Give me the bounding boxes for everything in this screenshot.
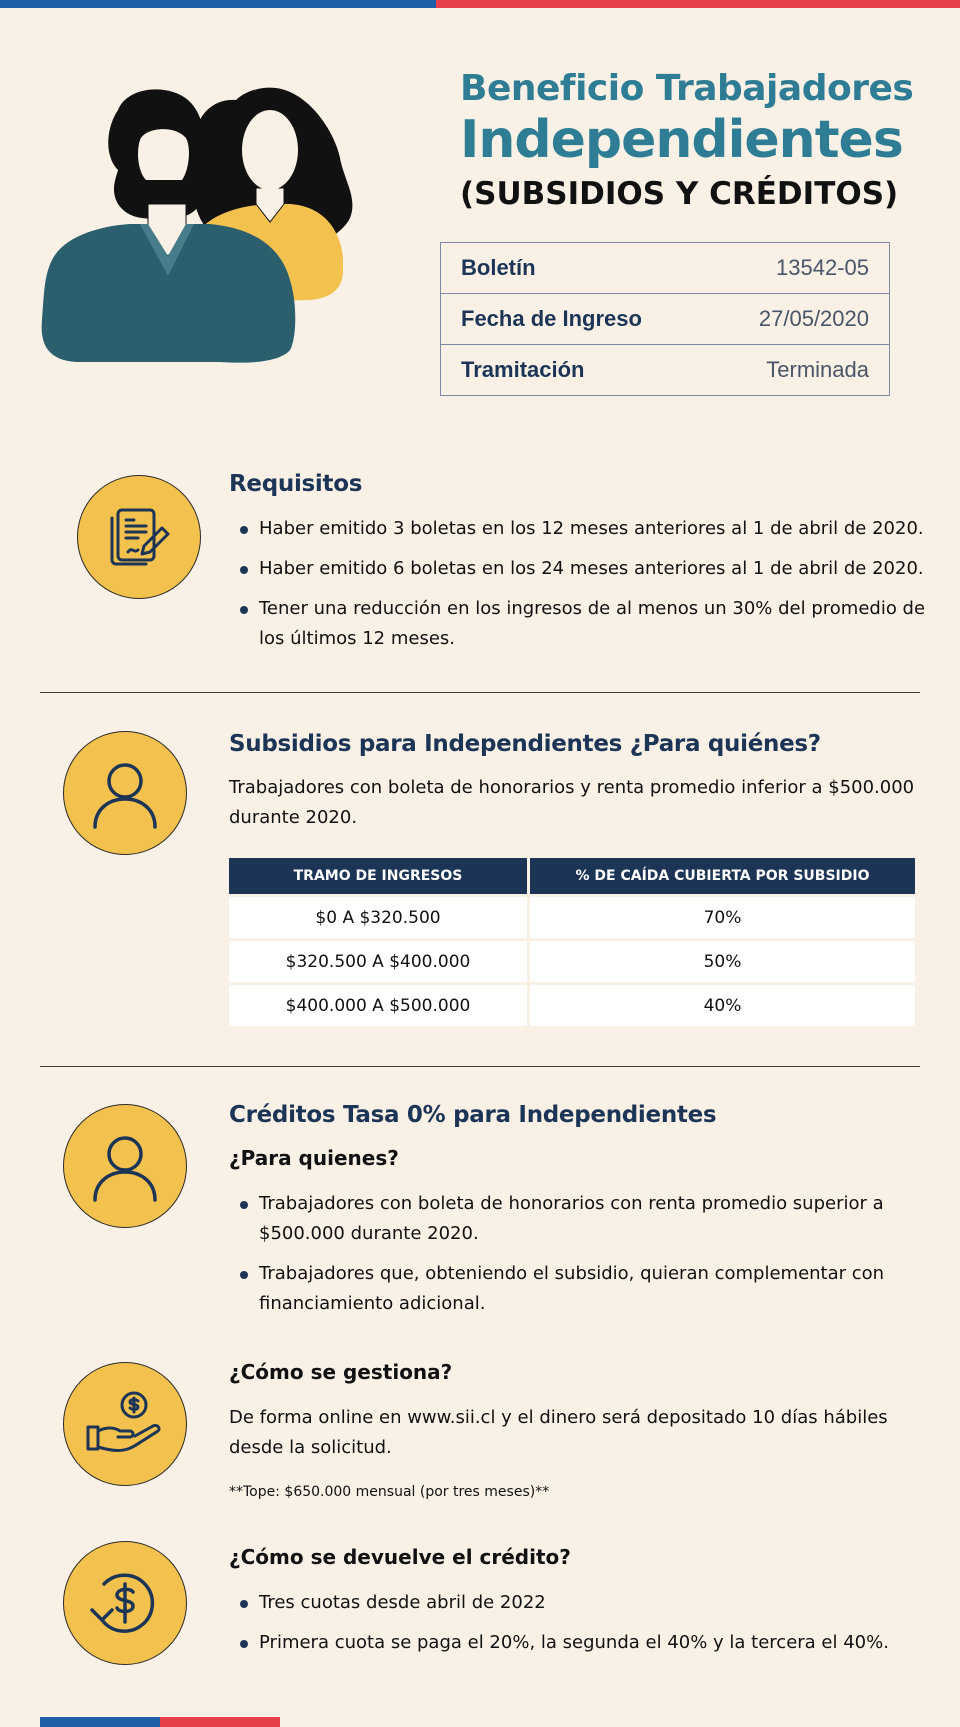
- list-item: Primera cuota se paga el 20%, la segunda el 40% y la tercera el 40%.: [229, 1628, 929, 1658]
- list-item: Tres cuotas desde abril de 2022: [229, 1588, 929, 1618]
- title-line-1: Beneficio Trabajadores: [460, 68, 914, 109]
- bottom-bar-red: [160, 1717, 280, 1727]
- column-header: TRAMO DE INGRESOS: [229, 858, 527, 894]
- bottom-bar-blue: [40, 1717, 160, 1727]
- devolucion-title: ¿Cómo se devuelve el crédito?: [229, 1545, 571, 1569]
- list-item: Haber emitido 3 boletas en los 12 meses anteriores al 1 de abril de 2020.: [229, 514, 929, 544]
- document-signature-icon: [77, 475, 201, 599]
- creditos-list: [229, 1189, 929, 1319]
- table-cell: 40%: [530, 985, 915, 1026]
- top-bar-red: [436, 0, 960, 8]
- table-cell: $320.500 A $400.000: [229, 941, 527, 982]
- list-item: Haber emitido 6 boletas en los 24 meses anteriores al 1 de abril de 2020.: [229, 554, 929, 584]
- devolucion-list: [229, 1588, 929, 1658]
- list-item: Trabajadores que, obteniendo el subsidio, quieran complementar con financiamiento adicional.: [229, 1259, 929, 1319]
- bottom-flag-bar: [40, 1717, 280, 1727]
- table-cell: 50%: [530, 941, 915, 982]
- column-header: % DE CAÍDA CUBIERTA POR SUBSIDIO: [530, 858, 915, 894]
- subsidios-title: Subsidios para Independientes ¿Para quiénes?: [229, 731, 821, 757]
- info-label: Boletín: [461, 255, 536, 280]
- table-cell: $0 A $320.500: [229, 897, 527, 938]
- list-item: Trabajadores con boleta de honorarios con renta promedio superior a $500.000 durante 2020.: [229, 1189, 929, 1249]
- dollar-return-icon: [63, 1541, 187, 1665]
- table-row: [229, 941, 915, 982]
- top-flag-bar: [0, 0, 960, 8]
- info-value: Terminada: [766, 357, 869, 382]
- title-line-3: (SUBSIDIOS Y CRÉDITOS): [460, 176, 899, 212]
- table-row: [229, 897, 915, 938]
- subsidy-table: [226, 855, 918, 1029]
- person-icon: [63, 1104, 187, 1228]
- table-cell: $400.000 A $500.000: [229, 985, 527, 1026]
- requisitos-list: [229, 514, 929, 654]
- info-row-fecha: [441, 294, 889, 345]
- section-divider: [40, 692, 920, 693]
- person-icon: [63, 731, 187, 855]
- creditos-title: Créditos Tasa 0% para Independientes: [229, 1102, 717, 1128]
- top-bar-blue: [0, 0, 436, 8]
- creditos-subtitle: ¿Para quienes?: [229, 1146, 399, 1170]
- info-label: Fecha de Ingreso: [461, 306, 642, 331]
- info-row-tramitacion: [441, 345, 889, 395]
- bill-info-box: [440, 242, 890, 396]
- title-line-2: Independientes: [460, 110, 903, 170]
- requisitos-title: Requisitos: [229, 471, 363, 497]
- list-item: Tener una reducción en los ingresos de al menos un 30% del promedio de los últimos 12 meses.: [229, 594, 929, 654]
- subsidios-text: Trabajadores con boleta de honorarios y renta promedio inferior a $500.000 durante 2020.: [229, 777, 915, 828]
- gestion-title: ¿Cómo se gestiona?: [229, 1360, 453, 1384]
- table-header-row: [229, 858, 915, 894]
- table-row: [229, 985, 915, 1026]
- gestion-text: De forma online en www.sii.cl y el dinero será depositado 10 días hábiles desde la solicitud.: [229, 1407, 888, 1458]
- info-label: Tramitación: [461, 357, 585, 382]
- info-row-boletin: [441, 243, 889, 294]
- info-value: 13542-05: [776, 255, 869, 280]
- tope-note: **Tope: $650.000 mensual (por tres meses)**: [229, 1484, 550, 1500]
- workers-illustration: [40, 80, 400, 400]
- section-divider: [40, 1066, 920, 1067]
- table-cell: 70%: [530, 897, 915, 938]
- info-value: 27/05/2020: [758, 306, 869, 331]
- hand-coin-icon: [63, 1362, 187, 1486]
